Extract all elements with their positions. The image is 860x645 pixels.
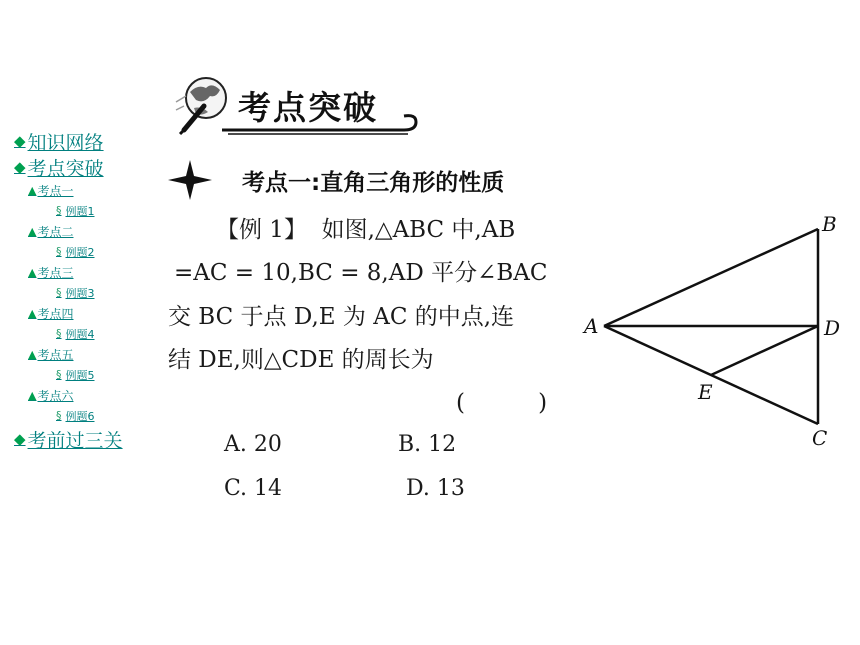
problem-line-1: 【例 1】 如图,△ABC 中,AB — [216, 217, 516, 243]
diamond-bullet-icon: ◆ — [14, 132, 26, 150]
nav-example-2[interactable] — [56, 241, 164, 262]
nav-example-label[interactable]: 例题1 — [65, 204, 95, 218]
nav-example-1[interactable] — [56, 200, 164, 221]
nav-example-label[interactable]: 例题4 — [65, 327, 95, 341]
nav-subitem-point-5[interactable] — [28, 344, 164, 364]
nav-example-5[interactable] — [56, 364, 164, 385]
problem-line-3: 交 BC 于点 D,E 为 AC 的中点,连 — [168, 304, 515, 330]
nav-subitem-point-3[interactable] — [28, 262, 164, 282]
choice-d: D. 13 — [406, 476, 465, 501]
nav-subitem-point-2[interactable] — [28, 221, 164, 241]
nav-item-label[interactable]: 考前过三关 — [27, 429, 123, 452]
vertex-label-a: A — [584, 314, 599, 338]
nav-subitem-point-1[interactable] — [28, 180, 164, 200]
triangle-bullet-icon: ▲ — [28, 306, 37, 320]
nav-subitem-point-6[interactable] — [28, 385, 164, 405]
diamond-bullet-icon: ◆ — [14, 430, 26, 448]
nav-item-final-review[interactable] — [14, 426, 164, 452]
choice-a: A. 20 — [224, 432, 282, 457]
nav-subitem-label[interactable]: 考点四 — [37, 306, 74, 321]
problem-line-2: =AC = 10,BC = 8,AD 平分∠BAC — [174, 260, 548, 286]
section-sign-icon: § — [56, 204, 62, 217]
nav-item-label[interactable]: 知识网络 — [27, 131, 104, 154]
triangle-bullet-icon: ▲ — [28, 347, 37, 361]
four-point-star-icon — [168, 160, 212, 200]
nav-subitem-label[interactable]: 考点五 — [37, 347, 74, 362]
nav-subitem-label[interactable]: 考点一 — [37, 183, 74, 198]
nav-example-label[interactable]: 例题3 — [65, 286, 95, 300]
triangle-bullet-icon: ▲ — [28, 183, 37, 197]
problem-line-4: 结 DE,则△CDE 的周长为 — [168, 347, 434, 373]
nav-item-label[interactable]: 考点突破 — [27, 157, 104, 180]
nav-example-6[interactable] — [56, 405, 164, 426]
section-sign-icon: § — [56, 327, 62, 340]
header-banner — [172, 72, 422, 138]
nav-subitem-label[interactable]: 考点六 — [37, 388, 74, 403]
nav-example-3[interactable] — [56, 282, 164, 303]
nav-example-label[interactable]: 例题5 — [65, 368, 95, 382]
segment-ab — [604, 229, 818, 326]
section-sign-icon: § — [56, 245, 62, 258]
page-title: 考点突破 — [238, 88, 378, 127]
nav-subitem-label[interactable]: 考点二 — [37, 224, 74, 239]
segment-de — [711, 326, 818, 375]
section-heading — [168, 160, 588, 200]
choice-b: B. 12 — [398, 432, 457, 457]
nav-example-4[interactable] — [56, 323, 164, 344]
vertex-label-e: E — [698, 380, 713, 404]
nav-example-label[interactable]: 例题2 — [65, 245, 95, 259]
nav-example-label[interactable]: 例题6 — [65, 409, 95, 423]
vertex-label-d: D — [824, 316, 841, 340]
section-sign-icon: § — [56, 286, 62, 299]
triangle-bullet-icon: ▲ — [28, 265, 37, 279]
answer-blank: ( ) — [456, 390, 548, 416]
nav-subitem-point-4[interactable] — [28, 303, 164, 323]
vertex-label-c: C — [812, 426, 828, 450]
side-navigation — [14, 128, 164, 452]
nav-item-knowledge-network[interactable] — [14, 128, 164, 154]
triangle-bullet-icon: ▲ — [28, 224, 37, 238]
triangle-figure — [580, 205, 850, 460]
nav-item-key-points[interactable] — [14, 154, 164, 180]
triangle-bullet-icon: ▲ — [28, 388, 37, 402]
diamond-bullet-icon: ◆ — [14, 158, 26, 176]
section-title: 考点一:直角三角形的性质 — [242, 170, 505, 196]
nav-subitem-label[interactable]: 考点三 — [37, 265, 74, 280]
section-sign-icon: § — [56, 409, 62, 422]
choice-c: C. 14 — [224, 476, 283, 501]
vertex-label-b: B — [822, 212, 837, 236]
section-sign-icon: § — [56, 368, 62, 381]
